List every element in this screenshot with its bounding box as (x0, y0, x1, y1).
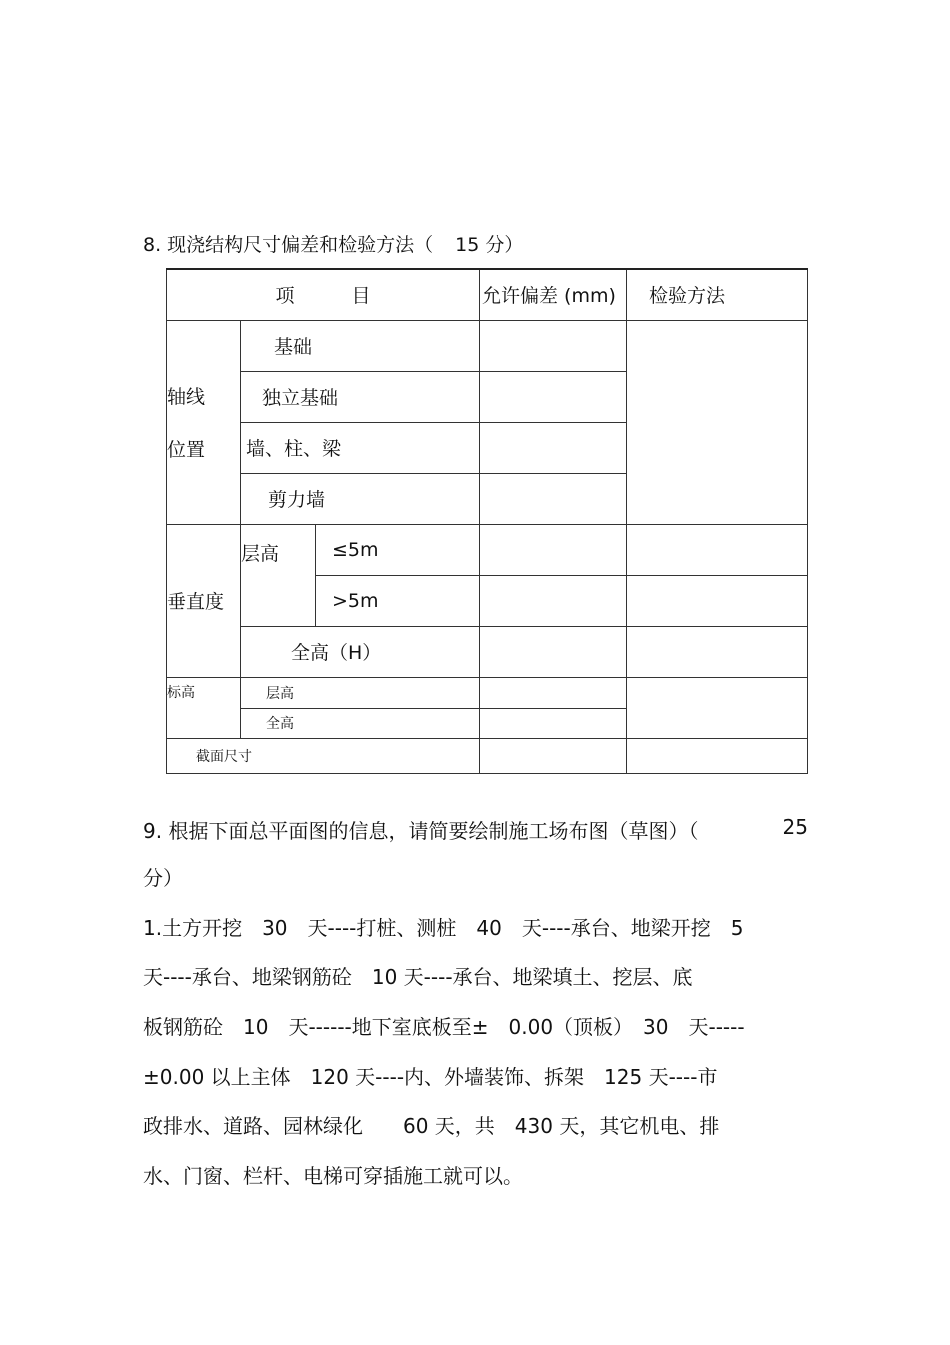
question-8-points: 15 分） (455, 234, 524, 256)
verticality-full-height: 全高（H） (241, 626, 480, 677)
axis-label-line2: 位置 (167, 439, 206, 461)
elevation-floor-height: 层高 (241, 677, 480, 708)
schedule-line-4: ±0.00 以上主体 120 天----内、外墙装饰、拆架 125 天----市 (143, 1065, 718, 1089)
schedule-line-1: 1.土方开挖 30 天----打桩、测桩 40 天----承台、地梁开挖 5 (143, 916, 744, 940)
schedule-line-3: 板钢筋砼 10 天------地下室底板至± 0.00（顶板） 30 天----- (143, 1015, 745, 1039)
deviation-cell (480, 320, 627, 371)
schedule-line-5: 政排水、道路、园林绿化 60 天，共 430 天，其它机电、排 (143, 1114, 720, 1138)
verticality-gt5m: >5m (316, 575, 480, 626)
axis-label-line1: 轴线 (167, 386, 206, 408)
header-method: 检验方法 (627, 269, 808, 320)
section-size: 截面尺寸 (167, 738, 480, 773)
deviation-table (166, 268, 808, 774)
deviation-cell (480, 626, 627, 677)
question-9-unit: 分） (143, 866, 183, 890)
verticality-le5m: ≤5m (316, 524, 480, 575)
deviation-cell (480, 738, 627, 773)
axis-position-label (167, 320, 241, 524)
deviation-cell (480, 708, 627, 738)
elevation-full-height: 全高 (241, 708, 480, 738)
axis-row-independent-foundation: 独立基础 (241, 371, 480, 422)
axis-row-foundation: 基础 (241, 320, 480, 371)
deviation-cell (480, 575, 627, 626)
deviation-cell (480, 677, 627, 708)
question-8-title: 8. 现浇结构尺寸偏差和检验方法（ (143, 234, 434, 256)
schedule-line-6: 水、门窗、栏杆、电梯可穿插施工就可以。 (143, 1164, 523, 1188)
question-9-heading (143, 815, 808, 844)
axis-row-wall-column-beam: 墙、柱、梁 (241, 422, 480, 473)
deviation-cell (480, 524, 627, 575)
question-9-points: 25 (782, 815, 808, 839)
question-8-heading (143, 230, 523, 257)
method-cell (627, 320, 808, 524)
floor-height-label: 层高 (241, 524, 316, 626)
schedule-line-2: 天----承台、地梁钢筋砼 10 天----承台、地梁填土、挖层、底 (143, 965, 693, 989)
verticality-label: 垂直度 (167, 524, 241, 677)
deviation-cell (480, 371, 627, 422)
header-deviation: 允许偏差 (mm) (480, 269, 627, 320)
method-cell (627, 738, 808, 773)
method-cell (627, 575, 808, 626)
method-cell (627, 626, 808, 677)
header-item: 项 目 (167, 269, 480, 320)
elevation-label: 标高 (167, 677, 241, 738)
question-9-title: 9. 根据下面总平面图的信息，请简要绘制施工场布图（草图）（ (143, 819, 699, 843)
method-cell (627, 524, 808, 575)
deviation-cell (480, 473, 627, 524)
deviation-cell (480, 422, 627, 473)
method-cell (627, 677, 808, 738)
axis-row-shear-wall: 剪力墙 (241, 473, 480, 524)
